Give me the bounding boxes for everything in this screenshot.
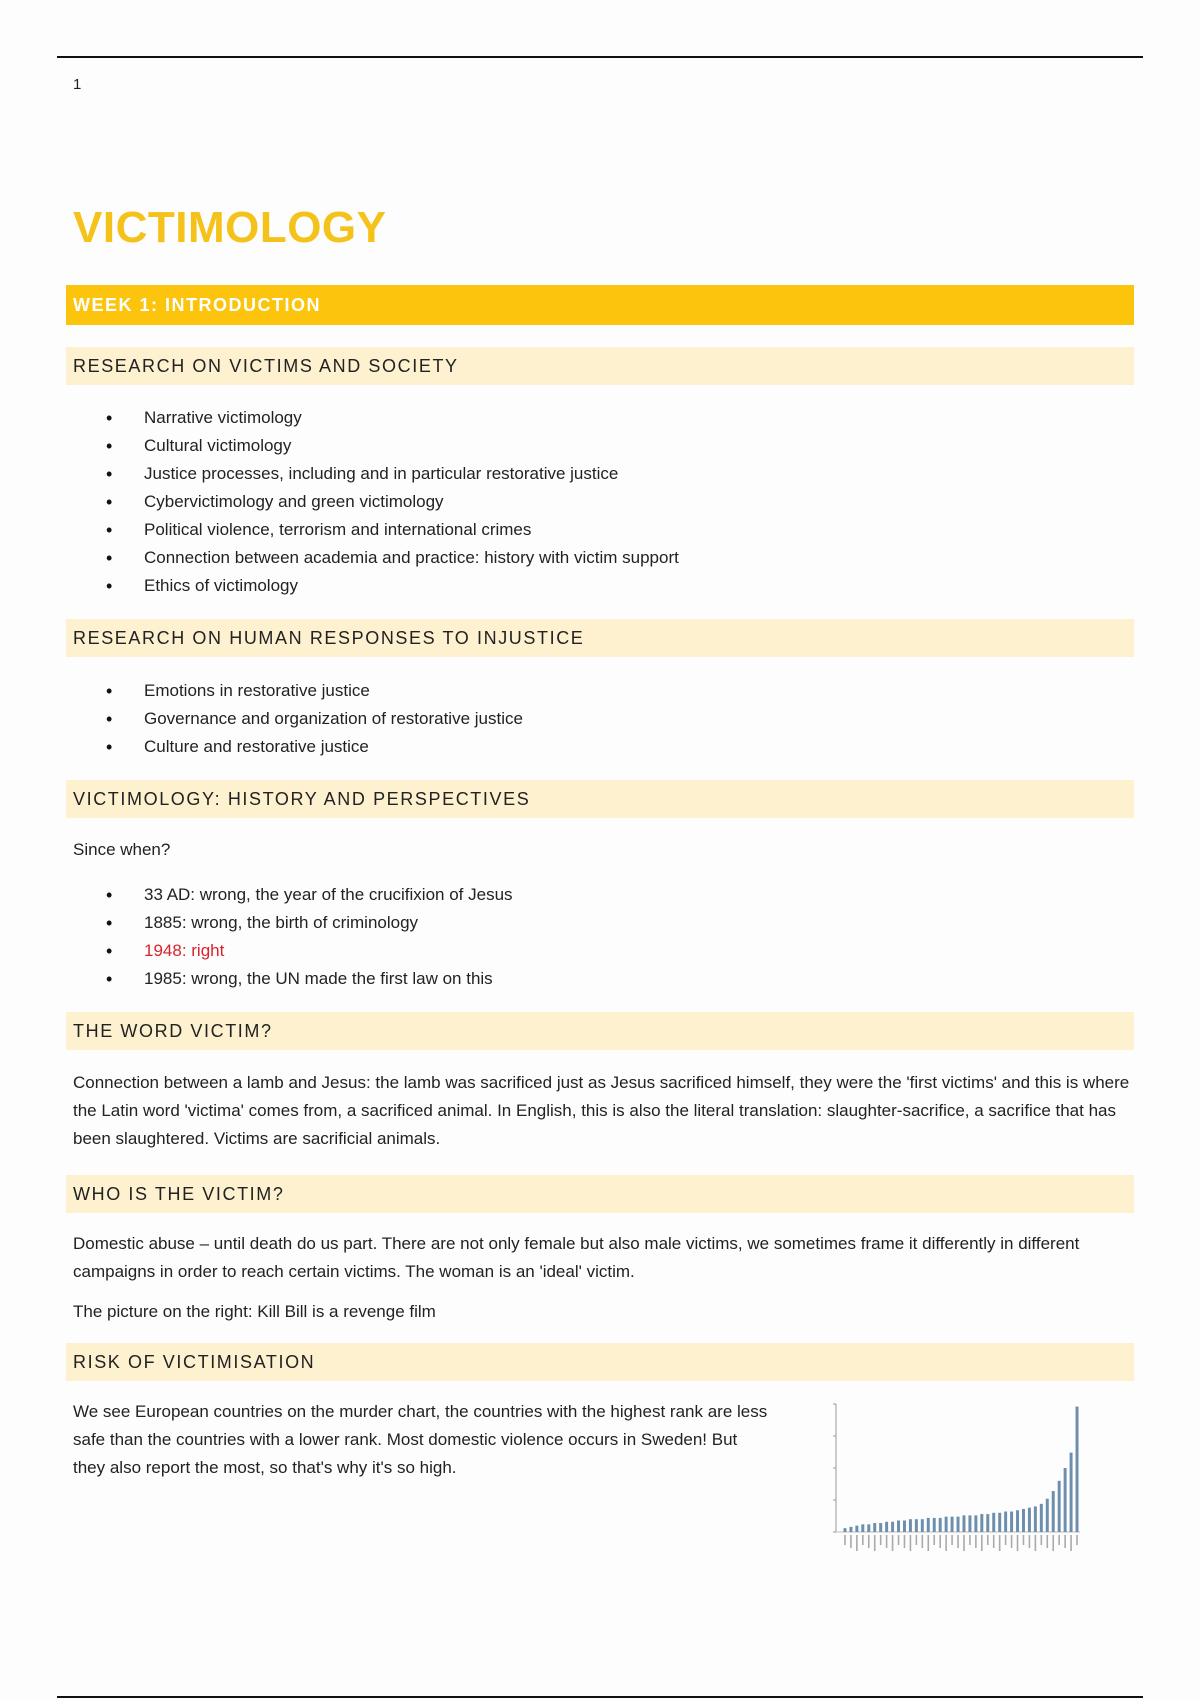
chart-bar-c36	[1058, 1481, 1061, 1532]
x-tick-label-c15	[927, 1535, 929, 1551]
x-tick-label-c30	[1023, 1535, 1025, 1545]
x-tick-label-c33	[1041, 1535, 1043, 1545]
chart-bar-c29	[1016, 1510, 1019, 1532]
chart-bar-c11	[903, 1520, 906, 1532]
chart-bar-c2	[849, 1527, 852, 1532]
list-item: • Culture and restorative justice	[66, 733, 1134, 761]
chart-bar-c26	[998, 1513, 1001, 1532]
x-tick-label-c16	[933, 1535, 935, 1545]
chart-bar-c8	[885, 1522, 888, 1532]
chart-bar-c25	[992, 1513, 995, 1532]
chart-bar-c32	[1034, 1506, 1037, 1532]
chart-bar-c33	[1040, 1504, 1043, 1532]
page-number: 1	[73, 76, 82, 93]
chart-bar-c28	[1010, 1512, 1013, 1532]
x-tick-label-c7	[880, 1535, 882, 1545]
chart-bar-c38	[1070, 1453, 1073, 1532]
chart-bar-c15	[927, 1518, 930, 1532]
list-item: • 1885: wrong, the birth of criminology	[66, 909, 1134, 937]
word-victim-paragraph: Connection between a lamb and Jesus: the lamb was sacrificed just as Jesus sacrificed himself, they were the 'first victims' and this is where the Latin word 'victima' comes from, a sacrificed animal. In English, this is also the literal translation: slaughter-sacrifice, a sacrifice that has been slaughtered. Victims are sacrificial animals.	[73, 1073, 1130, 1148]
x-tick-label-c18	[945, 1535, 947, 1551]
x-tick-label-c37	[1064, 1535, 1066, 1548]
x-tick-label-c6	[874, 1535, 876, 1551]
x-tick-label-c19	[951, 1535, 953, 1545]
list-item: • Justice processes, including and in particular restorative justice	[66, 460, 1134, 488]
chart-bar-c9	[891, 1522, 894, 1532]
chart-bar-c18	[945, 1517, 948, 1532]
chart-bar-c4	[861, 1524, 864, 1532]
x-tick-label-c1	[844, 1535, 846, 1545]
list-item: • 1985: wrong, the UN made the first law on this	[66, 965, 1134, 993]
x-tick-label-c36	[1058, 1535, 1060, 1545]
research-injustice-list	[66, 677, 1134, 761]
top-rule	[57, 56, 1143, 58]
x-tick-label-c26	[999, 1535, 1001, 1551]
list-item: • Political violence, terrorism and international crimes	[66, 516, 1134, 544]
chart-bar-c20	[957, 1517, 960, 1532]
chart-bar-c14	[921, 1519, 924, 1532]
research-victims-list	[66, 404, 1134, 600]
section-heading-research-injustice: RESEARCH ON HUMAN RESPONSES TO INJUSTICE	[66, 619, 1134, 657]
chart-bar-c21	[968, 1515, 971, 1532]
x-tick-label-c3	[856, 1535, 858, 1551]
x-tick-label-c5	[868, 1535, 870, 1548]
x-tick-label-c20	[957, 1535, 959, 1548]
history-list	[66, 881, 1134, 993]
list-item: • Narrative victimology	[66, 404, 1134, 432]
chart-bar-c27	[1004, 1512, 1007, 1532]
chart-bar-c19	[951, 1517, 954, 1532]
list-item: • Ethics of victimology	[66, 572, 1134, 600]
chart-bar-c35	[1052, 1491, 1055, 1532]
x-tick-label-c32	[1035, 1535, 1037, 1551]
x-tick-label-c4	[862, 1535, 864, 1545]
document-body	[66, 198, 1134, 1568]
x-tick-label-c27	[1005, 1535, 1007, 1545]
document-title: VICTIMOLOGY	[73, 203, 387, 252]
x-tick-label-c39	[1076, 1535, 1078, 1545]
kill-bill-paragraph: The picture on the right: Kill Bill is a revenge film	[73, 1302, 436, 1321]
list-item: • Governance and organization of restorative justice	[66, 705, 1134, 733]
chart-bar-c10	[897, 1520, 900, 1532]
section-heading-who-victim: WHO IS THE VICTIM?	[66, 1175, 1134, 1213]
chart-bar-c1	[843, 1528, 846, 1532]
risk-content	[66, 1398, 1134, 1568]
murder-chart	[820, 1398, 1100, 1568]
chart-bar-c13	[915, 1519, 918, 1532]
x-tick-label-c17	[939, 1535, 941, 1548]
bottom-rule	[57, 1696, 1143, 1698]
x-tick-label-c29	[1017, 1535, 1019, 1551]
x-tick-label-c35	[1052, 1535, 1054, 1551]
section-heading-word-victim: THE WORD VICTIM?	[66, 1012, 1134, 1050]
list-item: • Cultural victimology	[66, 432, 1134, 460]
x-tick-label-c14	[922, 1535, 924, 1548]
chart-bar-c16	[933, 1518, 936, 1532]
x-tick-label-c22	[975, 1535, 977, 1548]
chart-bar-c22	[974, 1515, 977, 1532]
who-victim-paragraph: Domestic abuse – until death do us part. There are not only female but also male victims, we sometimes frame it differently in different campaigns in order to reach certain victims. The woman is an 'ideal' victim.	[73, 1234, 1080, 1281]
list-item-correct-answer: • 1948: right	[66, 937, 1134, 965]
x-tick-label-c13	[916, 1535, 918, 1545]
week-heading: WEEK 1: INTRODUCTION	[66, 285, 1134, 325]
chart-bar-c12	[909, 1519, 912, 1532]
x-tick-label-c24	[987, 1535, 989, 1545]
chart-bar-c37	[1064, 1468, 1067, 1532]
x-tick-label-c28	[1011, 1535, 1013, 1548]
chart-bar-c34	[1046, 1499, 1049, 1532]
x-tick-label-c2	[850, 1535, 852, 1548]
chart-bar-c3	[855, 1526, 858, 1532]
x-tick-label-c20b	[963, 1535, 965, 1551]
chart-bar-c30	[1022, 1509, 1025, 1532]
chart-bar-c5	[867, 1524, 870, 1532]
x-tick-label-c21	[969, 1535, 971, 1545]
x-tick-label-c25	[993, 1535, 995, 1548]
x-tick-label-c12	[910, 1535, 912, 1551]
list-item: • 33 AD: wrong, the year of the crucifixion of Jesus	[66, 881, 1134, 909]
x-tick-label-c8	[886, 1535, 888, 1548]
chart-bar-c20b	[962, 1515, 965, 1532]
list-item: • Emotions in restorative justice	[66, 677, 1134, 705]
chart-bar-c7	[879, 1523, 882, 1532]
x-tick-label-c10	[898, 1535, 900, 1545]
x-tick-label-c34	[1046, 1535, 1048, 1548]
risk-paragraph: We see European countries on the murder chart, the countries with the highest rank are less safe than the countries with a lower rank. Most domestic violence occurs in Sweden! But they also report the most, so that's why it's so high.	[73, 1402, 768, 1477]
history-intro: Since when?	[73, 840, 171, 859]
x-tick-label-c38	[1070, 1535, 1072, 1551]
chart-bar-c6	[873, 1523, 876, 1532]
list-item: • Connection between academia and practice: history with victim support	[66, 544, 1134, 572]
x-tick-label-c31	[1029, 1535, 1031, 1548]
x-tick-label-c23	[981, 1535, 983, 1551]
chart-bar-c39	[1076, 1407, 1079, 1532]
section-heading-research-victims: RESEARCH ON VICTIMS AND SOCIETY	[66, 347, 1134, 385]
chart-bar-c31	[1028, 1508, 1031, 1532]
murder-chart-svg	[820, 1398, 1100, 1568]
chart-bar-c23	[980, 1514, 983, 1532]
x-tick-label-c9	[892, 1535, 894, 1551]
chart-bar-c17	[939, 1518, 942, 1532]
list-item: • Cybervictimology and green victimology	[66, 488, 1134, 516]
x-tick-label-c11	[904, 1535, 906, 1548]
section-heading-risk: RISK OF VICTIMISATION	[66, 1343, 1134, 1381]
section-heading-history: VICTIMOLOGY: HISTORY AND PERSPECTIVES	[66, 780, 1134, 818]
chart-bar-c24	[986, 1514, 989, 1532]
